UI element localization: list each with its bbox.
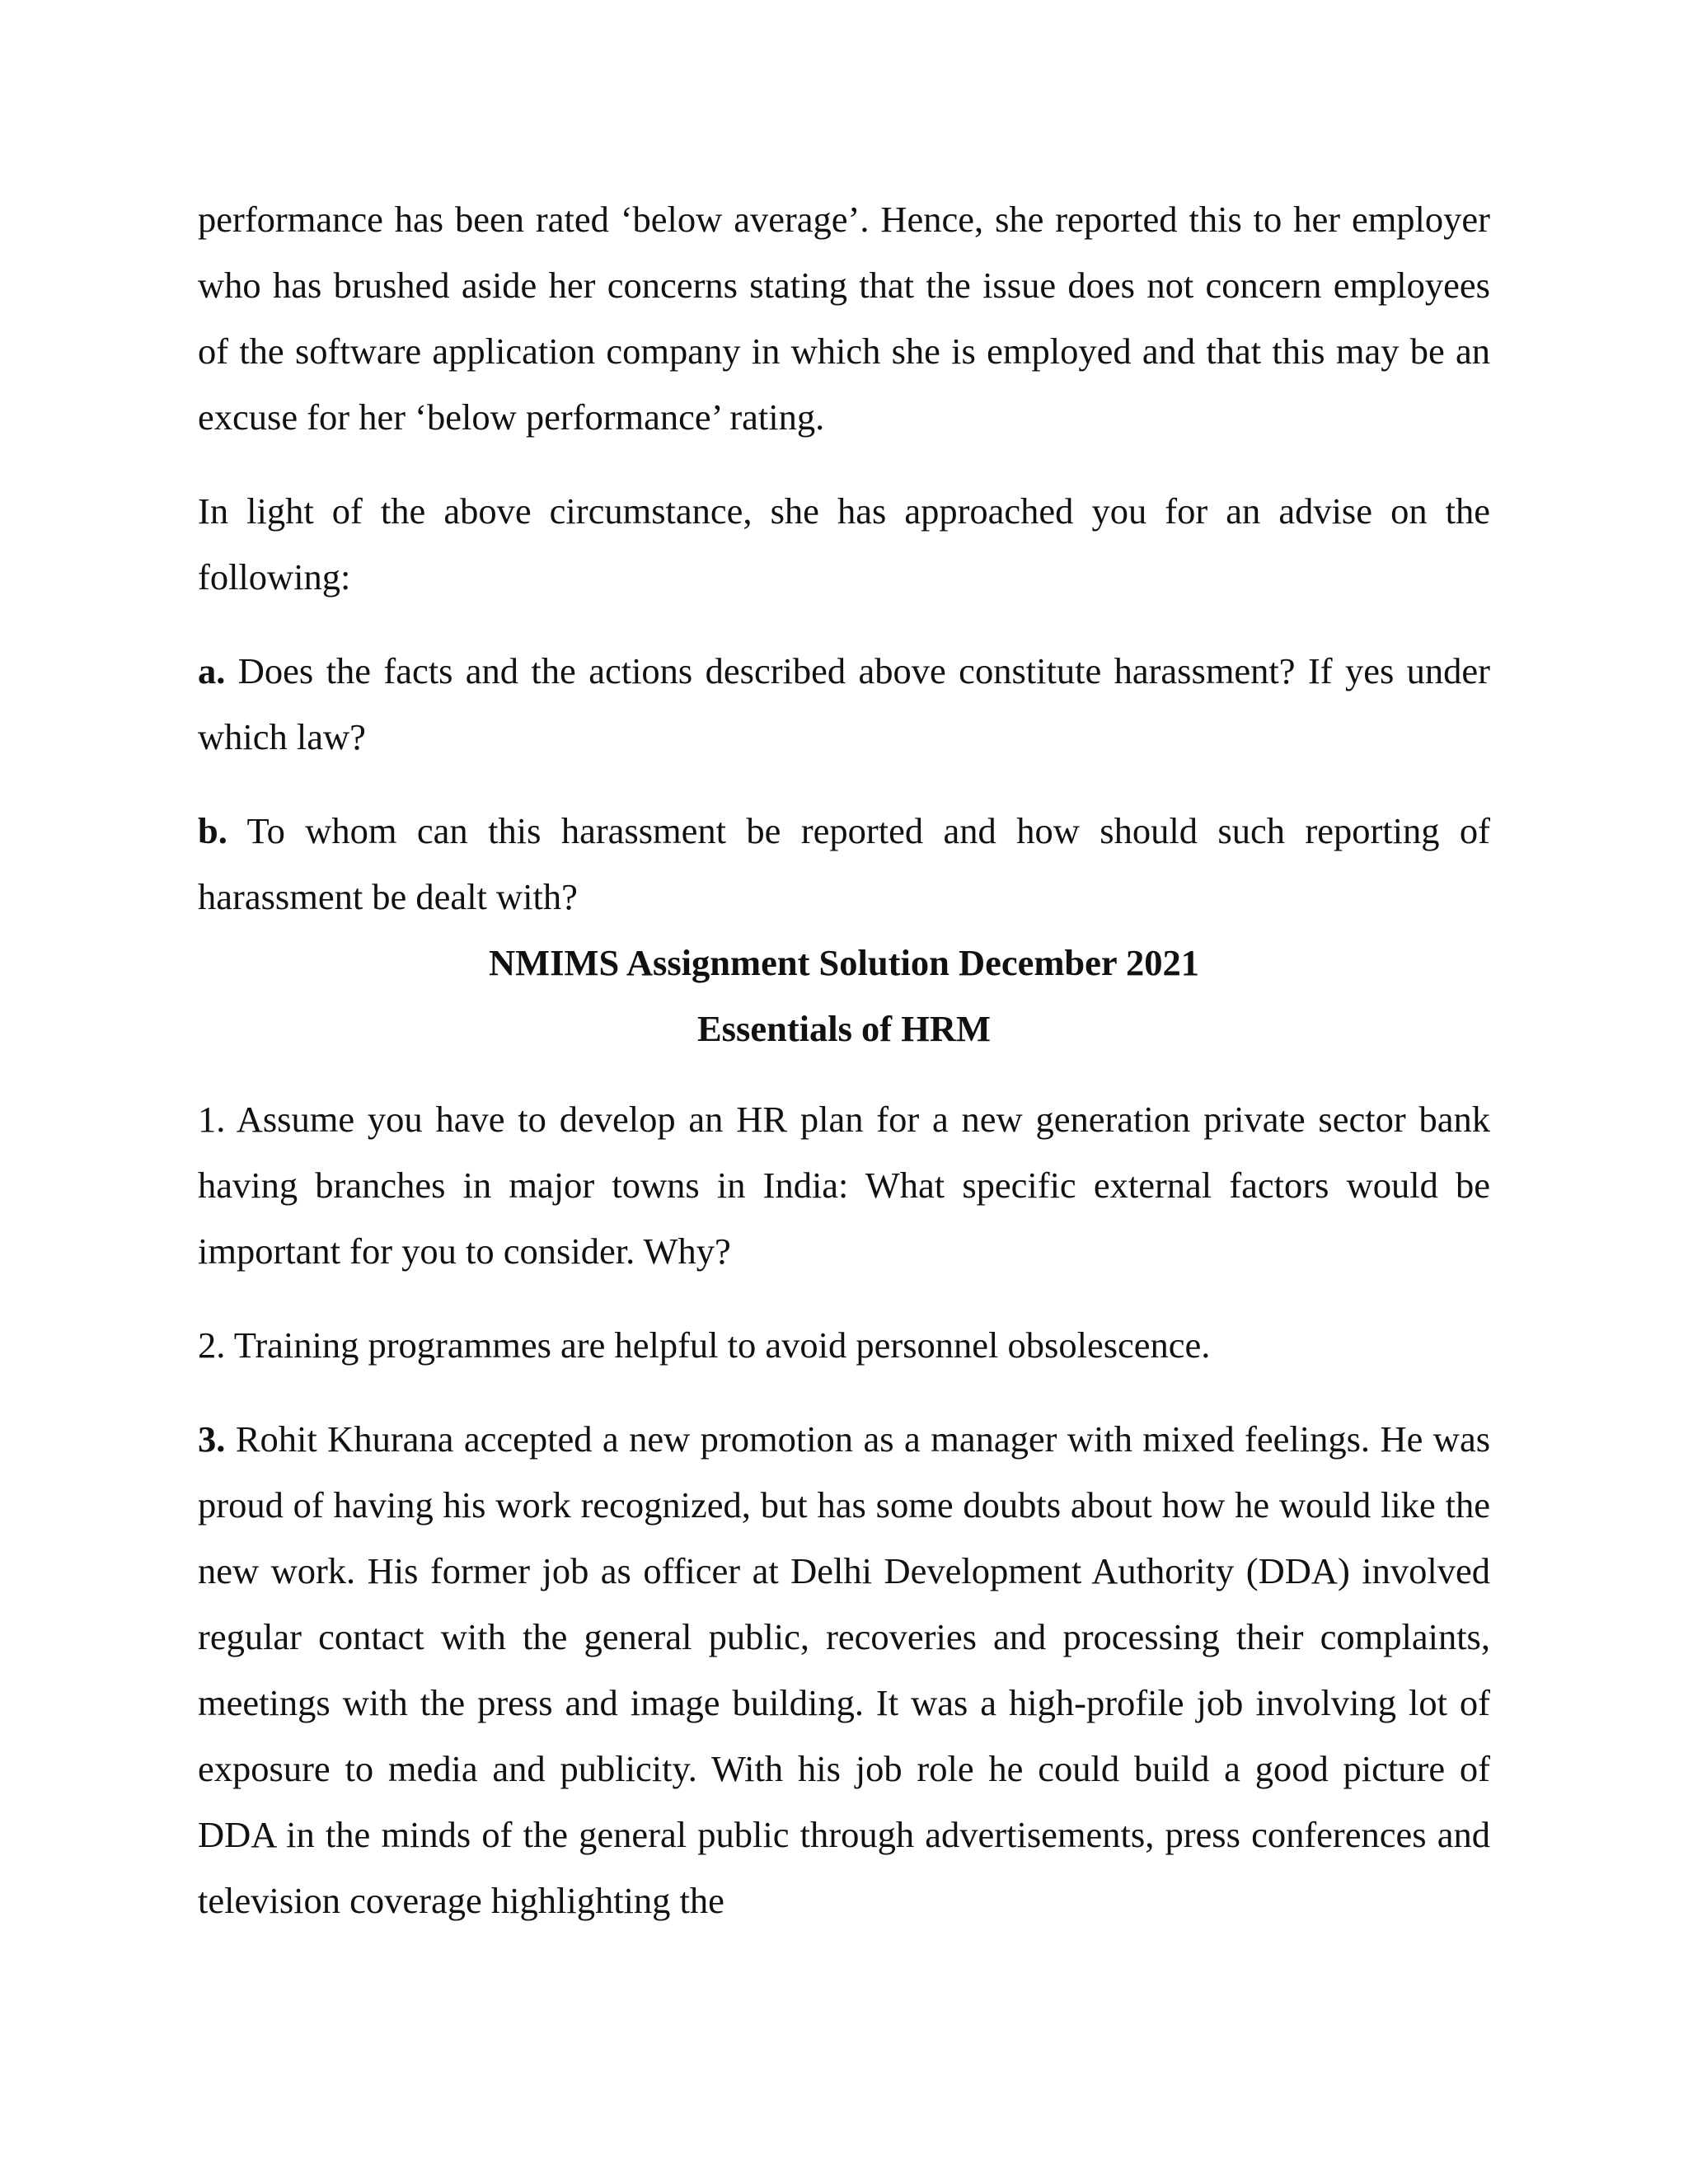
question-a [198,638,1490,770]
question-a-label: a. [198,650,226,691]
question-b [198,798,1490,930]
question-2: 2. Training programmes are helpful to avoid personnel obsolescence. [198,1324,1211,1366]
subject-heading: Essentials of HRM [697,1008,991,1049]
question-3-label: 3. [198,1418,226,1460]
question-1: 1. Assume you have to develop an HR plan for a new generation private sector bank having branches in major towns in India: What specific external factors would be important for you to consider. Why? [198,1099,1490,1272]
document-body [198,186,1490,1933]
case-paragraph-continuation: performance has been rated ‘below average’. Hence, she reported this to her employer who has brushed aside her concerns stating that the issue does not concern employees of the software application company in which she is employed and that this may be an excuse for her ‘below performance’ rating. [198,199,1490,438]
advice-request-paragraph: In light of the above circumstance, she has approached you for an advise on the following: [198,490,1490,598]
question-a-text: Does the facts and the actions described above constitute harassment? If yes under which law? [198,650,1491,757]
assignment-heading: NMIMS Assignment Solution December 2021 [489,942,1199,983]
question-b-label: b. [198,810,227,851]
question-b-text: To whom can this harassment be reported and how should such reporting of harassment be dealt with? [198,810,1490,917]
question-3 [198,1406,1490,1933]
question-3-text: Rohit Khurana accepted a new promotion as a manager with mixed feelings. He was proud of having his work recognized, but has some doubts about how he would like the new work. His former job as officer at Delhi Development Authority (DDA) involved regular contact with the general public, recoveries and processing their complaints, meetings with the press and image building. It was a high-profile job involving lot of exposure to media and publicity. With his job role he could build a good picture of DDA in the minds of the general public through advertisements, press conferences and television coverage highlighting the [198,1418,1491,1921]
